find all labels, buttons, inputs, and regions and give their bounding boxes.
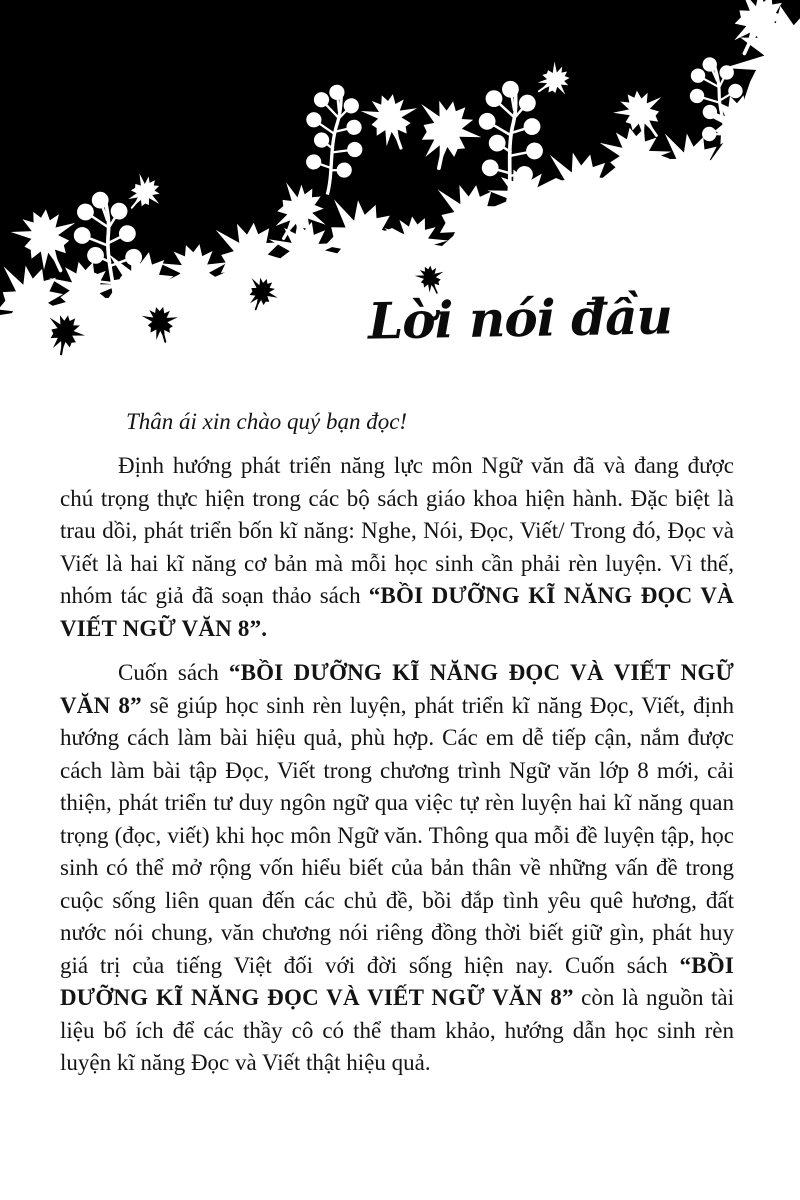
preface-paragraph: Định hướng phát triển năng lực môn Ngữ văn đã và đang được chú trọng thực hiện trong các bộ sách giáo khoa hiện hành. Đặc biệt là trau dồi, phát triển bốn kĩ năng: Nghe, Nói, Đọc, Viết/ Trong đó, Đọc và Viết là hai kĩ năng cơ bản mà mỗi học sinh cần phải rèn luyện. Vì thế, nhóm tác giả đã soạn thảo sách “BỒI DƯỠNG KĨ NĂNG ĐỌC VÀ VIẾT NGỮ VĂN 8”. <box>60 453 734 641</box>
preface-paragraph: Cuốn sách “BỒI DƯỠNG KĨ NĂNG ĐỌC VÀ VIẾT NGỮ VĂN 8” sẽ giúp học sinh rèn luyện, phát triển kĩ năng Đọc, Viết, định hướng cách làm bài hiệu quả, phù hợp. Các em dễ tiếp cận, nắm được cách làm bài tập Đọc, Viết trong chương trình Ngữ văn lớp 8 mới, cải thiện, phát triển tư duy ngôn ngữ qua việc tự rèn luyện hai kĩ năng quan trọng (đọc, viết) khi học môn Ngữ văn. Thông qua mỗi đề luyện tập, học sinh có thể mở rộng vốn hiểu biết của bản thân về những vấn đề trong cuộc sống liên quan đến các chủ đề, bồi đắp tình yêu quê hương, đất nước nói chung, văn chương nói riêng đồng thời biết giữ gìn, phát huy giá trị của tiếng Việt đối với đời sống hiện nay. Cuốn sách “BỒI DƯỠNG KĨ NĂNG ĐỌC VÀ VIẾT NGỮ VĂN 8” còn là nguồn tài liệu bổ ích để các thầy cô có thể tham khảo, hướng dẫn học sinh rèn luyện kĩ năng Đọc và Viết thật hiệu quả. <box>60 660 735 1075</box>
page-title: Lời nói đầu <box>367 286 673 351</box>
greeting-line: Thân ái xin chào quý bạn đọc! <box>126 409 408 434</box>
preface-paragraphs <box>60 450 734 1080</box>
preface-content <box>60 405 734 1092</box>
